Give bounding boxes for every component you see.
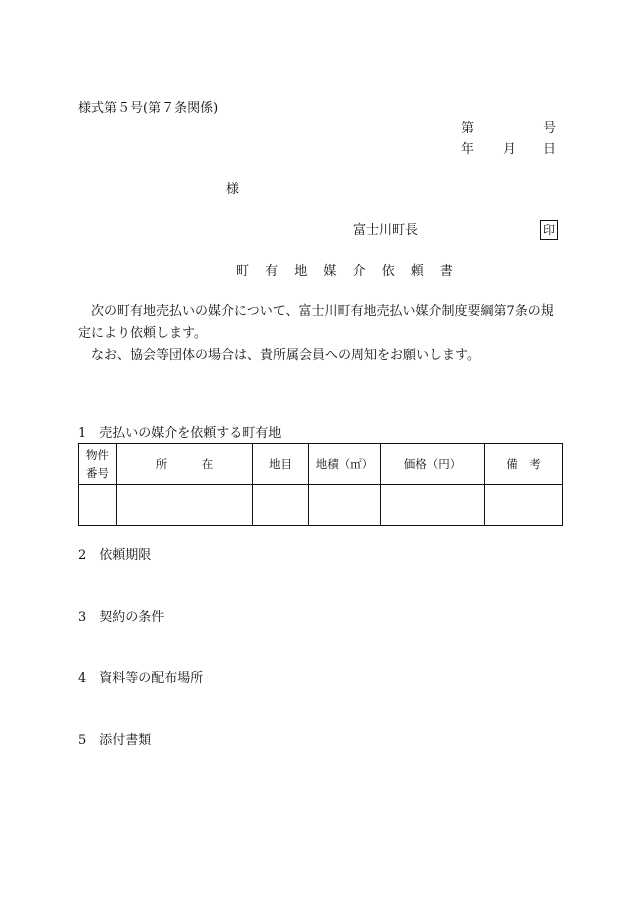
document-title: 町 有 地 媒 介 依 頼 書 [236, 264, 459, 279]
header-location: 所 在 [117, 444, 253, 485]
cell-price[interactable] [381, 485, 485, 526]
table-row [79, 485, 563, 526]
seal-box: 印 [540, 220, 558, 240]
cell-property-number[interactable] [79, 485, 117, 526]
date-day: 日 [543, 142, 557, 157]
body-text [78, 301, 564, 367]
issuer-title: 富士川町長 [353, 223, 419, 238]
header-remarks: 備 考 [485, 444, 563, 485]
form-number: 様式第５号(第７条関係) [78, 101, 219, 116]
cell-land-category[interactable] [253, 485, 309, 526]
header-price: 価格（円） [381, 444, 485, 485]
header-land-category: 地目 [253, 444, 309, 485]
addressee-sama: 様 [226, 182, 240, 197]
cell-remarks[interactable] [485, 485, 563, 526]
table-header-row [79, 444, 563, 485]
section-1-heading: 1 売払いの媒介を依頼する町有地 [78, 426, 282, 441]
date-month: 月 [503, 142, 517, 157]
doc-number-go: 号 [543, 121, 557, 136]
section-5-heading: 5 添付書類 [78, 733, 152, 748]
date-year: 年 [461, 142, 475, 157]
doc-number-dai: 第 [461, 121, 475, 136]
body-paragraph-1: 次の町有地売払いの媒介について、富士川町有地売払い媒介制度要綱第7条の規定により依頼します。 [78, 304, 554, 341]
cell-location[interactable] [117, 485, 253, 526]
section-3-heading: 3 契約の条件 [78, 610, 165, 625]
header-property-number: 物件 番号 [79, 444, 117, 485]
body-paragraph-2: なお、協会等団体の場合は、貴所属会員への周知をお願いします。 [91, 348, 480, 363]
header-area: 地積（㎡） [309, 444, 381, 485]
section-4-heading: 4 資料等の配布場所 [78, 671, 204, 686]
cell-area[interactable] [309, 485, 381, 526]
section-2-heading: 2 依頼期限 [78, 548, 152, 563]
property-table [78, 443, 563, 526]
